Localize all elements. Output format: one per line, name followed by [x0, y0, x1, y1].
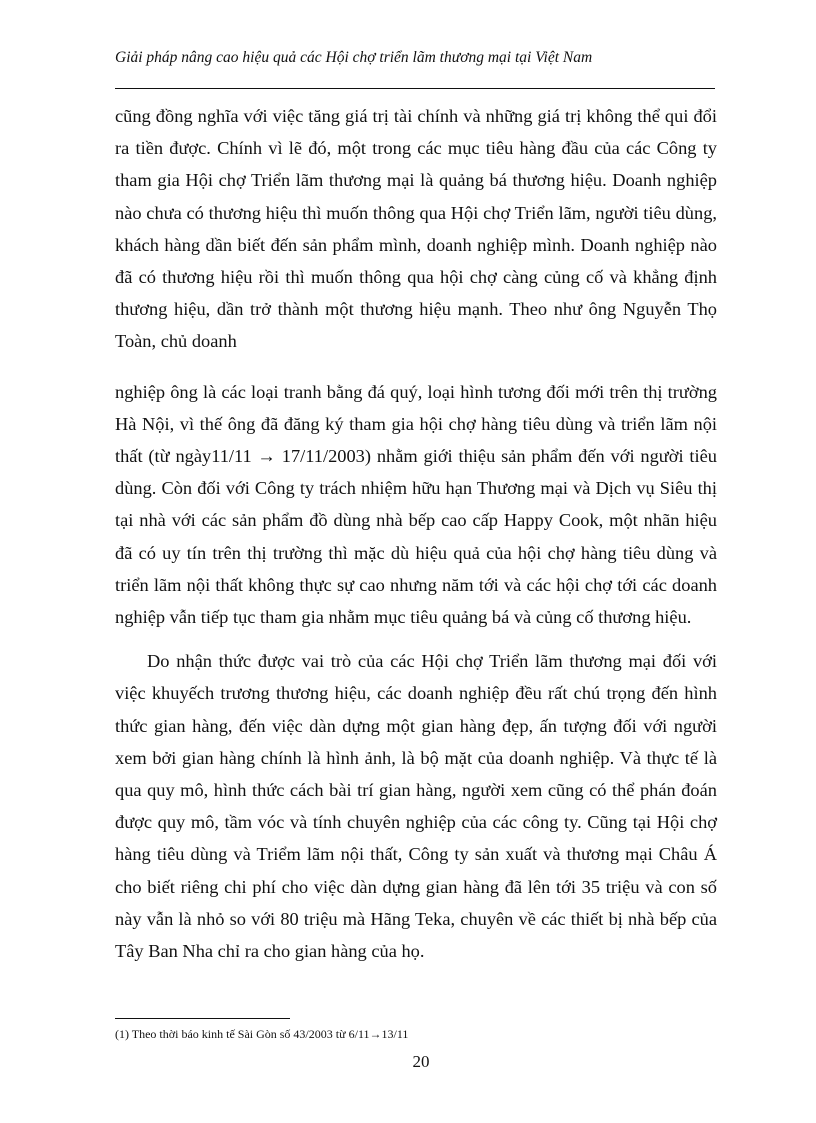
body-text — [115, 100, 717, 967]
paragraph-3: Do nhận thức được vai trò của các Hội chợ Triển lãm thương mại đối với việc khuyếch trương thương hiệu, các doanh nghiệp đều rất chú trọng đến hình thức gian hàng, đến việc dàn dựng một gian hàng đẹp, ấn tượng đối với người xem bởi gian hàng chính là hình ảnh, là bộ mặt của doanh nghiệp. Và thực tế là qua quy mô, hình thức cách bài trí gian hàng, người xem cũng có thể phán đoán được quy mô, tầm vóc và tính chuyên nghiệp của các công ty. Cũng tại Hội chợ hàng tiêu dùng và Triểm lãm nội thất, Công ty sản xuất và thương mại Châu Á cho biết riêng chi phí cho việc dàn dựng gian hàng đã lên tới 35 triệu và con số này vẫn là nhỏ so với 80 triệu mà Hãng Teka, chuyên về các thiết bị nhà bếp của Tây Ban Nha chỉ ra cho gian hàng của họ. — [115, 651, 717, 962]
paragraph-2: nghiệp ông là các loại tranh bằng đá quý, loại hình tương đối mới trên thị trường Hà Nội, vì thế ông đã đăng ký tham gia hội chợ hàng tiêu dùng và triển lãm nội thất (từ ngày11/11 → 17/11/2003) nhằm giới thiệu sản phẩm đến với người tiêu dùng. Còn đối với Công ty trách nhiệm hữu hạn Thương mại và Dịch vụ Siêu thị tại nhà với các sản phẩm đồ dùng nhà bếp cao cấp Happy Cook, một nhãn hiệu đã có uy tín trên thị trường thì mặc dù hiệu quả của hội chợ hàng tiêu dùng và triển lãm nội thất không thực sự cao nhưng năm tới và các hội chợ tới các doanh nghiệp vẫn tiếp tục tham gia nhằm mục tiêu quảng bá và củng cố thương hiệu. — [115, 381, 717, 628]
footnote: (1) Theo thời báo kinh tế Sài Gòn số 43/2003 từ 6/11→13/11 — [115, 1027, 409, 1041]
header-rule — [115, 88, 715, 89]
footnote-rule — [115, 1018, 290, 1019]
running-header: Giải pháp nâng cao hiệu quả các Hội chợ triển lãm thương mại tại Việt Nam — [115, 49, 593, 66]
paragraph-1: cũng đồng nghĩa với việc tăng giá trị tài chính và những giá trị không thể qui đổi ra tiền được. Chính vì lẽ đó, một trong các mục tiêu hàng đầu của các Công ty tham gia Hội chợ Triển lãm thương mại là quảng bá thương hiệu. Doanh nghiệp nào chưa có thương hiệu thì muốn thông qua Hội chợ Triển lãm, người tiêu dùng, khách hàng dần biết đến sản phẩm mình, doanh nghiệp mình. Doanh nghiệp nào đã có thương hiệu rồi thì muốn thông qua hội chợ càng củng cố và khẳng định thương hiệu, dần trở thành một thương hiệu mạnh. Theo như ông Nguyễn Thọ Toàn, chủ doanh — [115, 106, 717, 352]
page-number: 20 — [412, 1052, 430, 1071]
